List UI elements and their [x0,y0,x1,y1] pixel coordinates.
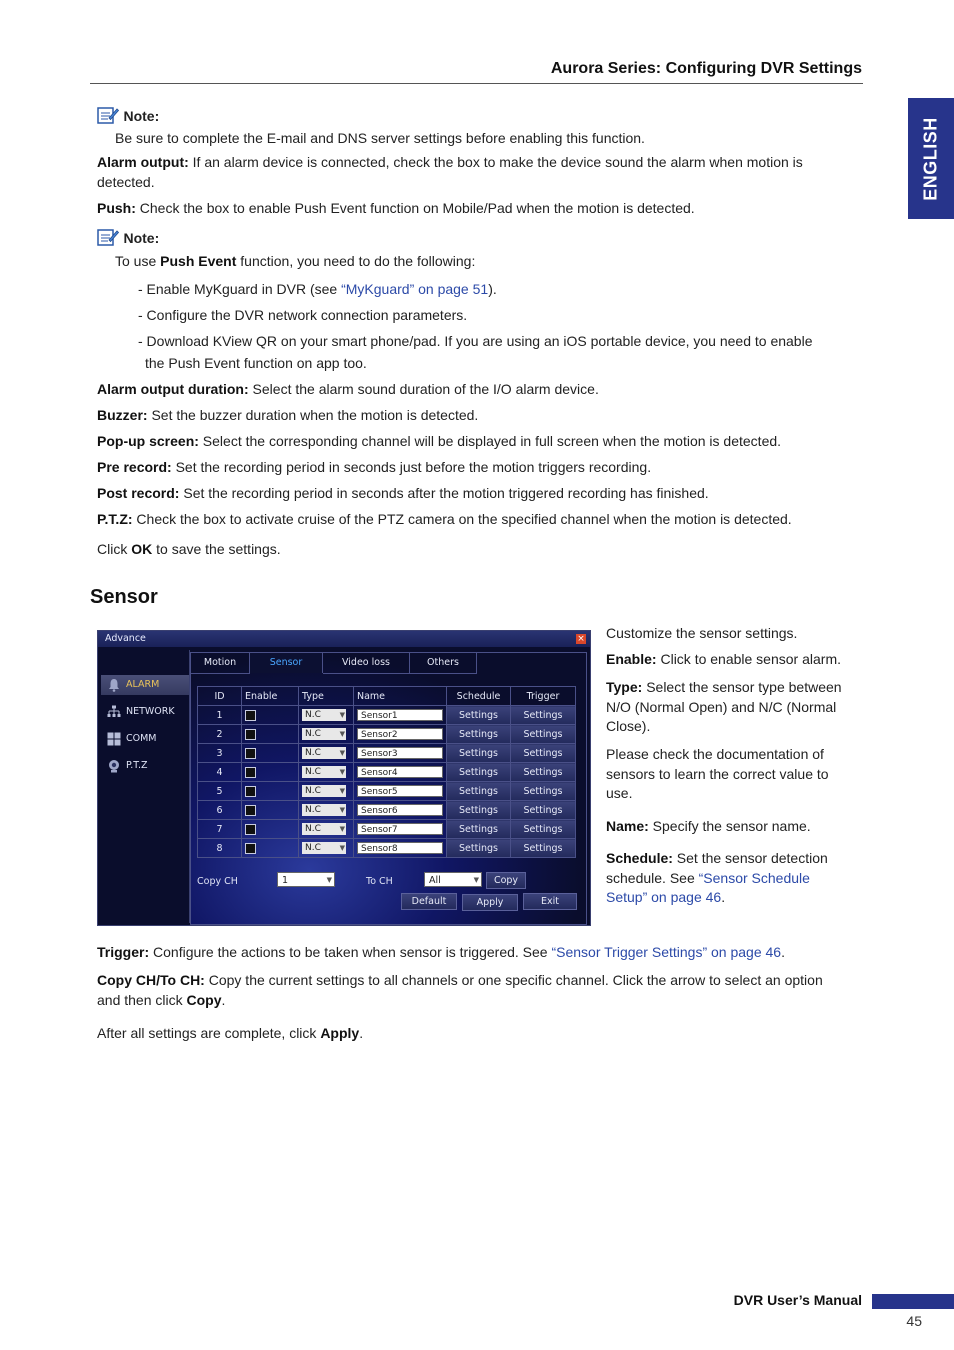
type-cell [299,839,354,858]
item-pre-record [97,458,651,478]
copy-button[interactable]: Copy [486,872,526,889]
after-para [97,1024,363,1044]
type-select[interactable]: N.C ▼ [302,785,346,797]
schedule-settings-button[interactable]: Settings [447,782,511,801]
click-ok-pre: Click [97,541,132,557]
after-bold: Apply [320,1025,360,1041]
note2 [97,228,159,248]
name-term: Name: [606,818,649,834]
type-line-3: Close). [606,718,651,734]
check-line-3: use. [606,785,633,801]
ptz-camera-icon [107,759,121,773]
copych-para-cont [97,991,225,1011]
type-select[interactable]: N.C ▼ [302,728,346,740]
schedule-settings-button[interactable]: Settings [447,763,511,782]
type-select[interactable]: N.C ▼ [302,804,346,816]
enable-cell [242,763,299,782]
note2-bullet-3: - Download KView QR on your smart phone/pad. If you are using an iOS portable device, you need to enable [138,333,813,349]
table-row [198,820,576,839]
name-cell [354,706,447,725]
table-row [198,744,576,763]
item-alarm-duration [97,380,599,400]
trigger-settings-button[interactable]: Settings [511,782,576,801]
sidebar-label: NETWORK [126,706,175,717]
item-text: Set the recording period in seconds just before the motion triggers recording. [171,459,652,475]
apply-button[interactable]: Apply [462,894,518,911]
click-ok-post: to save the settings. [152,541,281,557]
dvr-sidebar [101,650,190,923]
trigger-term: Trigger: [97,944,150,960]
note-icon [97,106,119,125]
type-cell [299,782,354,801]
copych-term: Copy CH/To CH: [97,972,205,988]
table-row [198,782,576,801]
table-row [198,801,576,820]
note2-bullet-3-cont: the Push Event function on app too. [145,355,367,371]
name-cell [354,820,447,839]
item-text: Set the buzzer duration when the motion is detected. [147,407,479,423]
name-cell [354,782,447,801]
copy-ch-label: Copy CH [197,876,238,887]
schedule-settings-button[interactable]: Settings [447,725,511,744]
row-id: 5 [198,782,242,801]
name-input[interactable]: Sensor5 [357,785,443,797]
bell-icon [107,678,121,692]
item-term: Post record: [97,485,180,501]
note2-bullet-1 [138,280,497,300]
name-cell [354,725,447,744]
col-id: ID [198,687,242,706]
enable-cell [242,782,299,801]
note-icon [97,228,119,247]
copych-line-2-post: . [221,992,226,1008]
trigger-settings-button[interactable]: Settings [511,801,576,820]
enable-checkbox[interactable] [245,843,256,854]
mykguard-link[interactable]: “MyKguard” on page 51 [341,281,489,297]
type-cell [299,744,354,763]
sidebar-label: P.T.Z [126,760,148,771]
type-cell [299,763,354,782]
enable-checkbox[interactable] [245,748,256,759]
sidebar-item-alarm[interactable] [101,675,189,695]
note1-text: Be sure to complete the E-mail and DNS server settings before enabling this function. [115,130,645,146]
to-ch-select[interactable]: All ▼ [424,872,482,887]
item-text: Set the recording period in seconds after the motion triggered recording has finished. [179,485,709,501]
name-cell [354,763,447,782]
sidebar-label: COMM [126,733,157,744]
type-select[interactable]: N.C ▼ [302,747,346,759]
grid-icon [107,732,121,746]
tab-video-loss[interactable]: Video loss [323,653,410,674]
schedule-settings-button[interactable]: Settings [447,839,511,858]
trigger-settings-button[interactable]: Settings [511,725,576,744]
name-input[interactable]: Sensor4 [357,766,443,778]
close-icon[interactable]: × [577,634,585,644]
table-row [198,763,576,782]
alarm-output-para [97,153,857,192]
alarm-output-text: If an alarm device is connected, check the box to make the device sound the alarm when motion is detected. [97,154,803,190]
enable-checkbox[interactable] [245,824,256,835]
bullet-1-post: ). [488,281,497,297]
side-type [606,678,842,737]
alarm-output-term: Alarm output: [97,154,189,170]
type-select[interactable]: N.C ▼ [302,709,346,721]
item-term: Pop-up screen: [97,433,199,449]
enable-checkbox[interactable] [245,710,256,721]
item-term: Alarm output duration: [97,381,249,397]
enable-checkbox[interactable] [245,729,256,740]
side-intro: Customize the sensor settings. [606,625,798,641]
item-post-record [97,484,709,504]
dvr-main-panel [190,652,587,925]
type-select[interactable]: N.C ▼ [302,766,346,778]
enable-checkbox[interactable] [245,786,256,797]
type-term: Type: [606,679,643,695]
click-ok-para [97,540,281,560]
row-id: 3 [198,744,242,763]
language-tab-label: ENGLISH [920,116,941,201]
bullet-1-pre: - Enable MyKguard in DVR (see [138,281,342,297]
trigger-post: . [781,944,785,960]
table-header-row [198,687,576,706]
sensor-trigger-link[interactable]: “Sensor Trigger Settings” on page 46 [551,944,782,960]
table-row [198,706,576,725]
default-button[interactable]: Default [401,893,457,910]
name-input[interactable]: Sensor6 [357,804,443,816]
schedule-line-1: Set the sensor detection [672,850,828,866]
name-cell [354,839,447,858]
tab-others[interactable]: Others [410,653,477,674]
enable-cell [242,820,299,839]
enable-checkbox[interactable] [245,805,256,816]
side-enable [606,650,841,670]
type-line-2: N/O (Normal Open) and N/C (Normal [606,698,837,715]
dvr-title-bar [98,631,590,647]
trigger-para [97,943,785,963]
trigger-settings-button[interactable]: Settings [511,763,576,782]
side-check [606,745,829,804]
name-cell [354,744,447,763]
copych-para [97,971,823,991]
enable-cell [242,839,299,858]
dvr-advance-window [97,630,591,926]
trigger-settings-button[interactable]: Settings [511,820,576,839]
check-line-1: Please check the documentation of [606,746,824,762]
push-text: Check the box to enable Push Event function on Mobile/Pad when the motion is detected. [135,200,695,216]
col-trigger: Trigger [511,687,576,706]
copych-line-2-pre: and then click [97,992,187,1008]
name-input[interactable]: Sensor3 [357,747,443,759]
footer-manual-title: DVR User’s Manual [733,1292,862,1308]
type-cell [299,801,354,820]
push-term: Push: [97,200,136,216]
name-input[interactable]: Sensor1 [357,709,443,721]
col-schedule: Schedule [447,687,511,706]
enable-cell [242,706,299,725]
schedule-settings-button[interactable]: Settings [447,706,511,725]
item-ptz [97,510,792,530]
section-title: Sensor [90,586,158,608]
table-row [198,725,576,744]
type-line-1: Select the sensor type between [642,679,842,695]
enable-cell [242,801,299,820]
schedule-settings-button[interactable]: Settings [447,820,511,839]
item-term: P.T.Z: [97,511,133,527]
sidebar-item-ptz[interactable] [101,756,189,776]
after-pre: After all settings are complete, click [97,1025,321,1041]
sensor-table [197,686,576,858]
click-ok-bold: OK [131,541,153,557]
enable-cell [242,725,299,744]
type-select[interactable]: N.C ▼ [302,823,346,835]
tab-sensor[interactable]: Sensor [250,653,323,673]
enable-text: Click to enable sensor alarm. [656,651,841,667]
tab-motion[interactable]: Motion [191,653,250,674]
trigger-settings-button[interactable]: Settings [511,839,576,858]
type-select[interactable]: N.C ▼ [302,842,346,854]
type-cell [299,706,354,725]
trigger-text: Configure the actions to be taken when sensor is triggered. See [149,944,552,960]
item-text: Select the alarm sound duration of the I/O alarm device. [248,381,599,397]
enable-term: Enable: [606,651,657,667]
header-divider [90,83,863,84]
copych-line-1: Copy the current settings to all channels or one specific channel. Click the arrow to select an option [204,972,823,988]
side-schedule [606,849,828,908]
row-id: 1 [198,706,242,725]
sensor-schedule-link[interactable]: “Sensor Schedule [698,869,810,886]
schedule-post: . [721,889,726,905]
side-name [606,817,811,837]
sidebar-label: ALARM [126,679,160,690]
after-post: . [359,1025,364,1041]
enable-checkbox[interactable] [245,767,256,778]
push-para [97,199,695,219]
row-id: 2 [198,725,242,744]
item-text: Check the box to activate cruise of the PTZ camera on the specified channel when the motion is detected. [132,511,792,527]
trigger-settings-button[interactable]: Settings [511,706,576,725]
name-input[interactable]: Sensor8 [357,842,443,854]
col-name: Name [354,687,447,706]
sensor-schedule-link-cont[interactable]: Setup” on page 46 [606,889,722,905]
footer-bar [872,1294,954,1309]
item-buzzer [97,406,478,426]
schedule-term: Schedule: [606,850,673,866]
note1 [97,106,159,126]
item-popup [97,432,781,452]
name-cell [354,801,447,820]
dvr-window-title: Advance [105,633,146,644]
note2-bullet-2: - Configure the DVR network connection parameters. [138,307,468,323]
page-number: 45 [906,1313,922,1329]
item-text: Select the corresponding channel will be displayed in full screen when the motion is detected. [198,433,782,449]
row-id: 8 [198,839,242,858]
name-text: Specify the sensor name. [648,818,811,834]
row-id: 6 [198,801,242,820]
note2-intro-bold: Push Event [160,253,237,269]
schedule-settings-button[interactable]: Settings [447,801,511,820]
note-label: Note: [123,230,160,246]
exit-button[interactable]: Exit [523,893,577,910]
type-cell [299,820,354,839]
table-row [198,839,576,858]
note2-intro [115,252,475,272]
copych-line-2-bold: Copy [186,992,222,1008]
enable-cell [242,744,299,763]
sidebar-item-comm[interactable] [101,729,189,749]
schedule-line-2: schedule. See [606,869,699,886]
to-ch-label: To CH [366,876,393,887]
note2-intro-post: function, you need to do the following: [236,253,476,269]
copy-ch-select[interactable]: 1 ▼ [277,872,335,887]
check-line-2: sensors to learn the correct value to [606,765,829,782]
col-type: Type [299,687,354,706]
col-enable: Enable [242,687,299,706]
type-cell [299,725,354,744]
language-tab [908,98,954,219]
row-id: 7 [198,820,242,839]
sidebar-item-network[interactable] [101,702,189,722]
item-term: Pre record: [97,459,172,475]
schedule-settings-button[interactable]: Settings [447,744,511,763]
network-icon [107,705,121,719]
header-title: Aurora Series: Configuring DVR Settings [550,60,862,77]
note-label: Note: [123,108,160,124]
name-input[interactable]: Sensor2 [357,728,443,740]
name-input[interactable]: Sensor7 [357,823,443,835]
note2-intro-pre: To use [115,253,161,269]
row-id: 4 [198,763,242,782]
item-term: Buzzer: [97,407,148,423]
trigger-settings-button[interactable]: Settings [511,744,576,763]
